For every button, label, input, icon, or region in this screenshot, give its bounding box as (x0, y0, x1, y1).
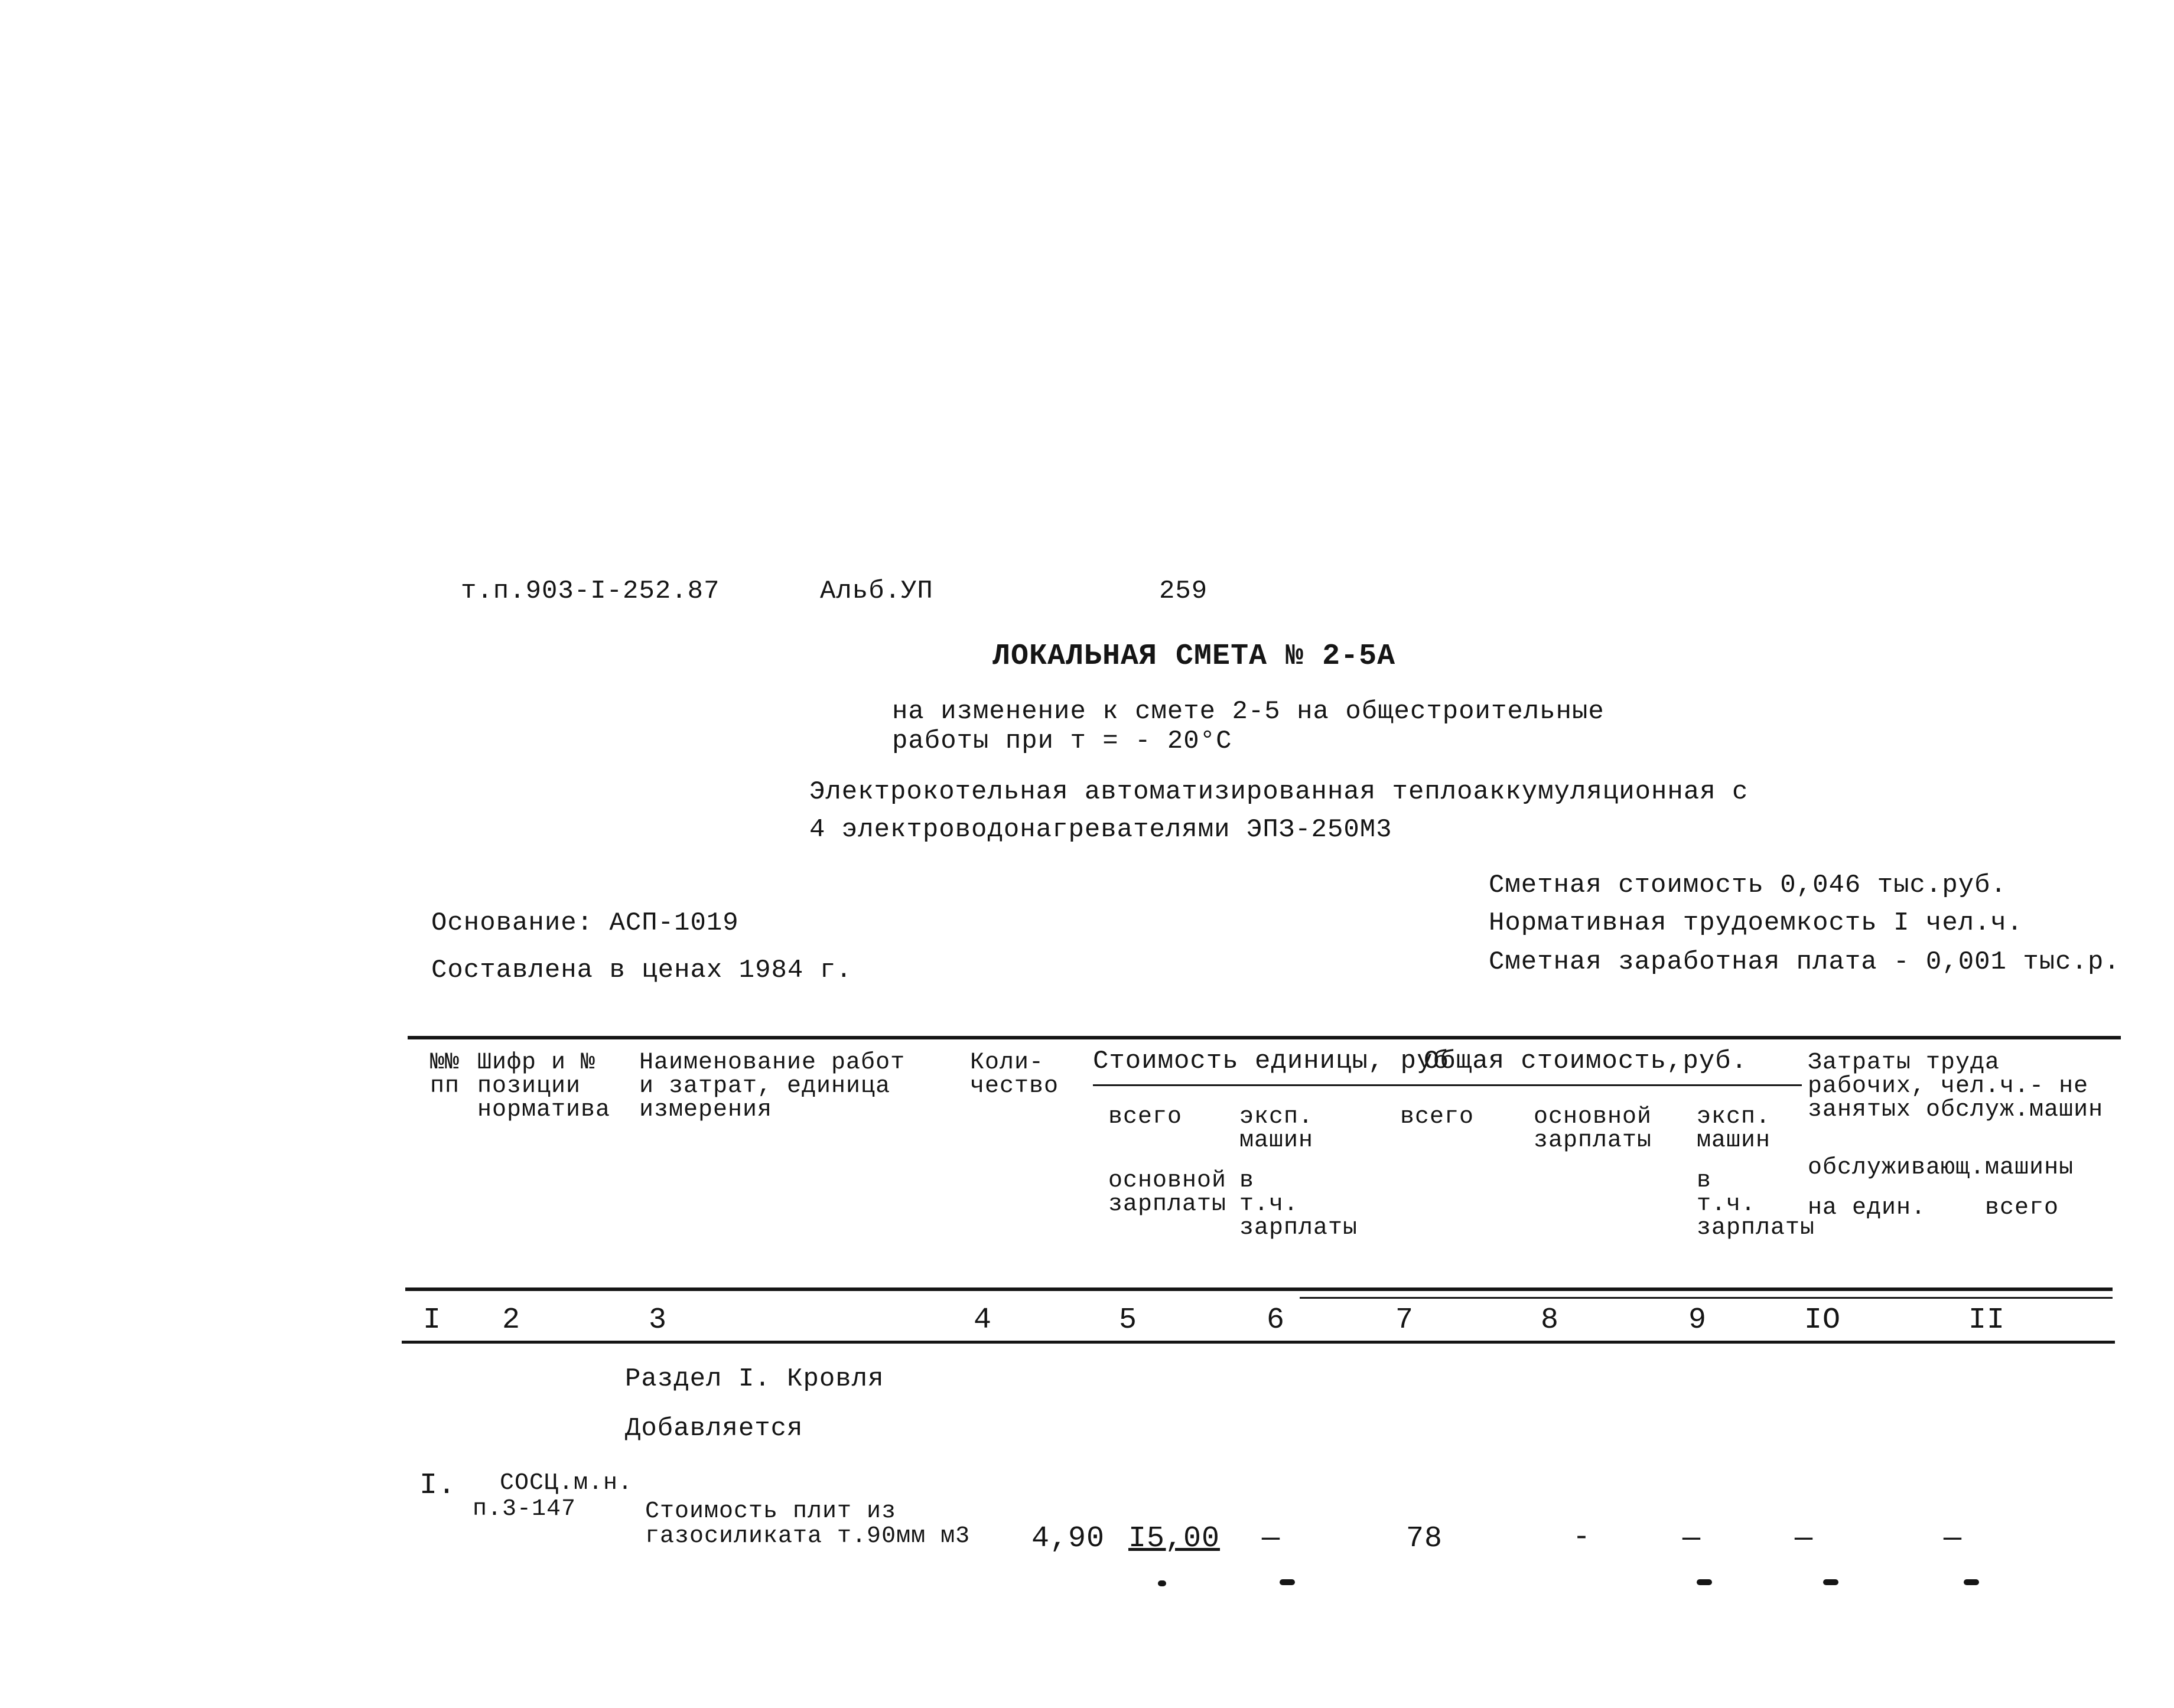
row1-total-machine-mark (1697, 1579, 1712, 1585)
header-unit-all: всего (1108, 1104, 1183, 1130)
header-total-cost: Общая стоимость,руб. (1424, 1047, 1748, 1076)
column-numbers-rule (402, 1341, 2115, 1344)
column-number-6: 6 (1267, 1303, 1285, 1337)
header-unit-machine: эксп. машин (1239, 1104, 1314, 1154)
column-number-7: 7 (1395, 1303, 1414, 1337)
column-number-2: 2 (502, 1303, 521, 1337)
header-bottom-rule-thin (1300, 1297, 2113, 1299)
document-title: ЛОКАЛЬНАЯ СМЕТА № 2-5А (992, 640, 1396, 673)
price-level: Составлена в ценах 1984 г. (431, 956, 852, 985)
column-number-5: 5 (1119, 1303, 1138, 1337)
row1-labor-all: — (1944, 1522, 1963, 1556)
header-total-all: всего (1400, 1104, 1475, 1130)
page-number: 259 (1159, 576, 1208, 606)
object-description-line2: 4 электроводонагревателями ЭПЗ-250М3 (809, 815, 1392, 845)
row1-unit-all-mark (1158, 1580, 1166, 1586)
header-work-name: Наименование работ и затрат, единица измерения (639, 1049, 906, 1123)
column-number-1: I (423, 1303, 442, 1337)
document-subtitle-line2: работы при т = - 20°С (892, 726, 1232, 756)
row1-unit-machine-mark (1280, 1579, 1295, 1585)
document-subtitle-line1: на изменение к смете 2-5 на общестроительные (892, 697, 1605, 726)
project-code: т.п.903-I-252.87 (461, 576, 720, 606)
header-total-machine: эксп. машин (1697, 1104, 1771, 1154)
row1-total-all: 78 (1406, 1522, 1443, 1556)
header-row-number: №№ пп (430, 1049, 460, 1100)
labor-intensity: Нормативная трудоемкость I чел.ч. (1489, 908, 2023, 938)
column-number-10: IO (1804, 1303, 1841, 1337)
row1-code-line2: п.3-147 (473, 1496, 577, 1523)
row1-quantity: 4,90 (1031, 1522, 1105, 1556)
row1-code-line1: СОСЦ.м.н. (500, 1470, 633, 1497)
column-number-3: 3 (649, 1303, 668, 1337)
row1-unit-cost-machine: — (1262, 1522, 1281, 1556)
header-unit-base-wage: основной зарплаты (1108, 1168, 1227, 1218)
header-labor: Затраты труда рабочих, чел.ч.- не занятых обслуж.машин (1808, 1049, 2104, 1123)
section-subtitle: Добавляется (625, 1414, 803, 1443)
header-norm-code: Шифр и № позиции норматива (477, 1049, 611, 1123)
header-labor-all: всего (1985, 1195, 2059, 1221)
estimated-wages: Сметная заработная плата - 0,001 тыс.р. (1489, 947, 2120, 977)
row1-total-base-wage: - (1573, 1521, 1592, 1554)
estimated-cost: Сметная стоимость 0,046 тыс.руб. (1489, 871, 2007, 900)
header-cost-underline (1093, 1084, 1802, 1086)
header-total-base-wage: основной зарплаты (1534, 1104, 1652, 1154)
row1-name-line2: газосиликата т.90мм м3 (645, 1523, 971, 1550)
column-number-4: 4 (974, 1303, 992, 1337)
row1-labor-unit-mark (1823, 1579, 1838, 1585)
row1-name-line1: Стоимость плит из (645, 1498, 897, 1525)
header-total-incl-wage: в т.ч. зарплаты (1697, 1168, 1815, 1241)
row1-labor-per-unit: — (1795, 1522, 1814, 1556)
header-labor-per-unit: на един. (1808, 1195, 1926, 1221)
column-number-9: 9 (1688, 1303, 1707, 1337)
object-description-line1: Электрокотельная автоматизированная теплоаккумуляционная с (809, 777, 1749, 807)
header-unit-cost: Стоимость единицы, руб (1093, 1047, 1449, 1076)
header-unit-incl-wage: в т.ч. зарплаты (1239, 1168, 1358, 1241)
album-label: Альб.УП (820, 576, 933, 606)
basis-label: Основание: АСП-1019 (431, 908, 739, 938)
column-number-11: II (1968, 1303, 2006, 1337)
section-title: Раздел I. Кровля (625, 1364, 884, 1394)
column-number-8: 8 (1541, 1303, 1560, 1337)
row1-number: I. (419, 1469, 457, 1502)
table-top-rule (408, 1036, 2121, 1039)
header-bottom-rule (405, 1287, 2113, 1291)
row1-labor-all-mark (1964, 1579, 1979, 1585)
header-labor-machine: обслуживающ.машины (1808, 1155, 2074, 1181)
row1-total-machine: — (1682, 1522, 1701, 1556)
header-quantity: Коли-чество (970, 1049, 1059, 1100)
row1-unit-cost-all: I5,00 (1128, 1522, 1221, 1556)
